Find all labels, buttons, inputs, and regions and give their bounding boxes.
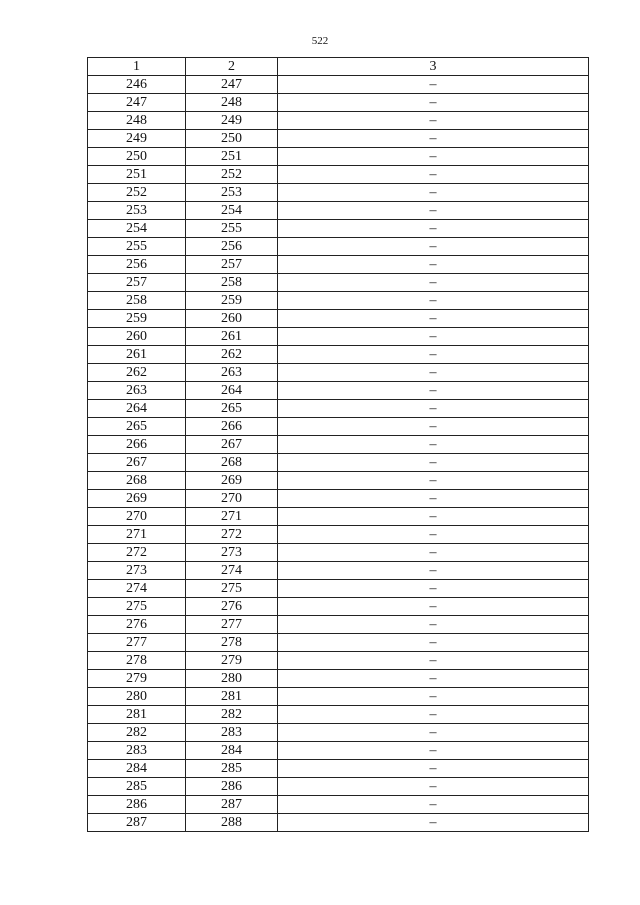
table-cell-col-1: 254 (88, 220, 186, 238)
table-row (88, 490, 589, 508)
table-cell-col-3: – (278, 274, 589, 292)
table-cell-col-3: – (278, 130, 589, 148)
table-row (88, 472, 589, 490)
table-cell-col-3: – (278, 508, 589, 526)
table-cell-col-1: 277 (88, 634, 186, 652)
table-cell-col-2: 247 (186, 76, 278, 94)
table-row (88, 346, 589, 364)
table-cell-col-1: 276 (88, 616, 186, 634)
table-cell-col-3: – (278, 454, 589, 472)
table-cell-col-1: 274 (88, 580, 186, 598)
table-row (88, 634, 589, 652)
table-cell-col-2: 259 (186, 292, 278, 310)
table-cell-col-2: 285 (186, 760, 278, 778)
table-cell-col-2: 260 (186, 310, 278, 328)
table-cell-col-3: – (278, 238, 589, 256)
table-row (88, 202, 589, 220)
data-table (87, 57, 589, 832)
table-row (88, 436, 589, 454)
table-cell-col-3: – (278, 598, 589, 616)
table-row (88, 778, 589, 796)
table-cell-col-2: 265 (186, 400, 278, 418)
table-cell-col-2: 267 (186, 436, 278, 454)
table-cell-col-1: 246 (88, 76, 186, 94)
table-cell-col-1: 271 (88, 526, 186, 544)
table-row (88, 292, 589, 310)
table-cell-col-2: 276 (186, 598, 278, 616)
table-row (88, 652, 589, 670)
table-row (88, 256, 589, 274)
table-cell-col-3: – (278, 220, 589, 238)
table-row (88, 742, 589, 760)
table-cell-col-3: – (278, 724, 589, 742)
table-cell-col-3: – (278, 670, 589, 688)
table-row (88, 76, 589, 94)
table-row (88, 544, 589, 562)
table-row (88, 400, 589, 418)
table-cell-col-2: 266 (186, 418, 278, 436)
table-cell-col-2: 280 (186, 670, 278, 688)
table-cell-col-3: – (278, 256, 589, 274)
table-cell-col-1: 261 (88, 346, 186, 364)
table-row (88, 580, 589, 598)
table-cell-col-2: 273 (186, 544, 278, 562)
table-cell-col-1: 278 (88, 652, 186, 670)
table-header-row (88, 58, 589, 76)
table-cell-col-1: 270 (88, 508, 186, 526)
table-cell-col-3: – (278, 760, 589, 778)
table-cell-col-2: 250 (186, 130, 278, 148)
table-cell-col-1: 249 (88, 130, 186, 148)
table-row (88, 166, 589, 184)
table-cell-col-1: 260 (88, 328, 186, 346)
table-cell-col-2: 257 (186, 256, 278, 274)
table-cell-col-1: 259 (88, 310, 186, 328)
table-cell-col-2: 282 (186, 706, 278, 724)
table-cell-col-2: 251 (186, 148, 278, 166)
table-cell-col-1: 282 (88, 724, 186, 742)
table-cell-col-2: 255 (186, 220, 278, 238)
table-row (88, 706, 589, 724)
table-row (88, 670, 589, 688)
table-cell-col-1: 280 (88, 688, 186, 706)
table-cell-col-1: 275 (88, 598, 186, 616)
table-cell-col-3: – (278, 292, 589, 310)
table-cell-col-3: – (278, 436, 589, 454)
table-cell-col-1: 269 (88, 490, 186, 508)
table-cell-col-3: – (278, 544, 589, 562)
table-cell-col-1: 248 (88, 112, 186, 130)
table-row (88, 454, 589, 472)
table-cell-col-3: – (278, 310, 589, 328)
table-cell-col-3: – (278, 76, 589, 94)
column-header-2: 2 (186, 58, 278, 76)
table-cell-col-3: – (278, 472, 589, 490)
page-number: 522 (311, 35, 329, 47)
table-cell-col-1: 263 (88, 382, 186, 400)
table-cell-col-3: – (278, 688, 589, 706)
table-cell-col-1: 250 (88, 148, 186, 166)
table-cell-col-1: 281 (88, 706, 186, 724)
table-cell-col-1: 267 (88, 454, 186, 472)
table-row (88, 238, 589, 256)
column-header-3: 3 (278, 58, 589, 76)
column-header-1: 1 (88, 58, 186, 76)
table-cell-col-2: 281 (186, 688, 278, 706)
table-cell-col-3: – (278, 112, 589, 130)
table-row (88, 688, 589, 706)
table-row (88, 184, 589, 202)
table-cell-col-3: – (278, 382, 589, 400)
table-row (88, 814, 589, 832)
table-row (88, 130, 589, 148)
table-cell-col-3: – (278, 562, 589, 580)
table-cell-col-3: – (278, 94, 589, 112)
table-cell-col-2: 269 (186, 472, 278, 490)
table-cell-col-3: – (278, 184, 589, 202)
table-cell-col-1: 284 (88, 760, 186, 778)
table-cell-col-2: 284 (186, 742, 278, 760)
table-cell-col-1: 255 (88, 238, 186, 256)
table-cell-col-3: – (278, 652, 589, 670)
table-row (88, 508, 589, 526)
table-row (88, 616, 589, 634)
table-cell-col-2: 263 (186, 364, 278, 382)
table-cell-col-3: – (278, 418, 589, 436)
table-cell-col-1: 256 (88, 256, 186, 274)
table-row (88, 94, 589, 112)
table-cell-col-3: – (278, 742, 589, 760)
table-cell-col-1: 285 (88, 778, 186, 796)
table-cell-col-1: 283 (88, 742, 186, 760)
table-cell-col-2: 278 (186, 634, 278, 652)
table-cell-col-2: 271 (186, 508, 278, 526)
table-cell-col-2: 274 (186, 562, 278, 580)
table-cell-col-1: 253 (88, 202, 186, 220)
table-cell-col-2: 268 (186, 454, 278, 472)
table-row (88, 796, 589, 814)
table-cell-col-3: – (278, 634, 589, 652)
table-cell-col-2: 286 (186, 778, 278, 796)
table-cell-col-2: 258 (186, 274, 278, 292)
table-cell-col-1: 287 (88, 814, 186, 832)
table-cell-col-2: 288 (186, 814, 278, 832)
table-header (88, 58, 589, 76)
table-cell-col-1: 264 (88, 400, 186, 418)
table-cell-col-1: 266 (88, 436, 186, 454)
table-row (88, 760, 589, 778)
table-cell-col-2: 256 (186, 238, 278, 256)
table-row (88, 148, 589, 166)
table-cell-col-2: 254 (186, 202, 278, 220)
table-row (88, 112, 589, 130)
table-row (88, 418, 589, 436)
table-cell-col-3: – (278, 346, 589, 364)
table-row (88, 220, 589, 238)
table-cell-col-3: – (278, 328, 589, 346)
table-row (88, 310, 589, 328)
table-cell-col-3: – (278, 400, 589, 418)
table-row (88, 724, 589, 742)
table-cell-col-2: 283 (186, 724, 278, 742)
table-cell-col-2: 277 (186, 616, 278, 634)
table-cell-col-1: 257 (88, 274, 186, 292)
table-cell-col-3: – (278, 706, 589, 724)
table-cell-col-1: 268 (88, 472, 186, 490)
table-row (88, 526, 589, 544)
table-cell-col-1: 262 (88, 364, 186, 382)
table-cell-col-3: – (278, 490, 589, 508)
table-cell-col-1: 286 (88, 796, 186, 814)
table-row (88, 364, 589, 382)
table-cell-col-2: 264 (186, 382, 278, 400)
table-cell-col-2: 248 (186, 94, 278, 112)
table-cell-col-1: 272 (88, 544, 186, 562)
table-cell-col-3: – (278, 580, 589, 598)
table-cell-col-3: – (278, 778, 589, 796)
table-row (88, 562, 589, 580)
table-cell-col-2: 253 (186, 184, 278, 202)
table-row (88, 328, 589, 346)
table-cell-col-2: 279 (186, 652, 278, 670)
table-cell-col-3: – (278, 148, 589, 166)
table-cell-col-3: – (278, 814, 589, 832)
table-cell-col-2: 270 (186, 490, 278, 508)
table-cell-col-3: – (278, 526, 589, 544)
table-cell-col-1: 247 (88, 94, 186, 112)
table-cell-col-1: 279 (88, 670, 186, 688)
table-cell-col-2: 249 (186, 112, 278, 130)
table-body (88, 76, 589, 832)
table-cell-col-3: – (278, 796, 589, 814)
table-cell-col-3: – (278, 166, 589, 184)
table-cell-col-2: 275 (186, 580, 278, 598)
table-cell-col-2: 261 (186, 328, 278, 346)
table-cell-col-1: 252 (88, 184, 186, 202)
table-cell-col-3: – (278, 616, 589, 634)
table-cell-col-1: 251 (88, 166, 186, 184)
table-cell-col-2: 262 (186, 346, 278, 364)
table-cell-col-2: 272 (186, 526, 278, 544)
table-cell-col-1: 265 (88, 418, 186, 436)
table-cell-col-2: 287 (186, 796, 278, 814)
table-cell-col-1: 273 (88, 562, 186, 580)
table-cell-col-3: – (278, 364, 589, 382)
table-cell-col-3: – (278, 202, 589, 220)
table-cell-col-2: 252 (186, 166, 278, 184)
table-row (88, 382, 589, 400)
table-row (88, 274, 589, 292)
table-row (88, 598, 589, 616)
table-cell-col-1: 258 (88, 292, 186, 310)
